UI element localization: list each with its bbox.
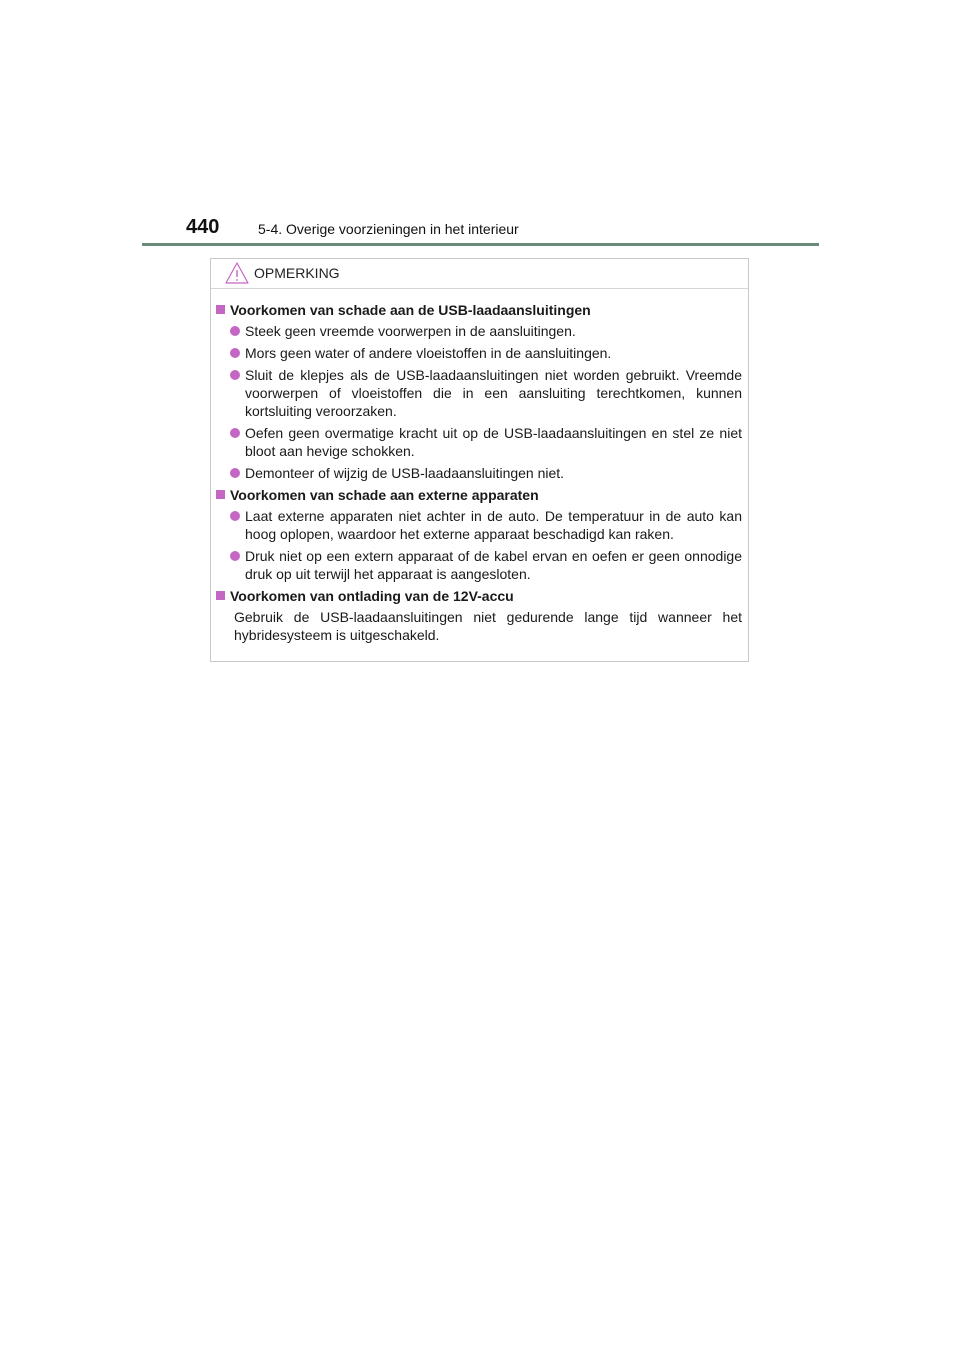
section-paragraph: Gebruik de USB-laadaansluitingen niet gedurende lange tijd wanneer het hybridesysteem is uitgeschakeld. — [234, 609, 742, 643]
square-bullet-icon — [216, 490, 225, 499]
list-item — [230, 507, 742, 543]
square-bullet-icon — [216, 591, 225, 600]
square-bullet-icon — [216, 305, 225, 314]
notice-body — [211, 289, 748, 644]
page-number: 440 — [186, 216, 220, 238]
dot-bullet-icon — [230, 468, 240, 478]
warning-triangle-icon — [224, 261, 250, 285]
notice-header — [211, 259, 748, 289]
list-item-text: Laat externe apparaten niet achter in de auto. De temperatuur in de auto kan hoog oplopen, waardoor het externe apparaat beschadigd kan raken. — [245, 508, 742, 542]
section-heading — [216, 486, 742, 504]
dot-bullet-icon — [230, 551, 240, 561]
section-title: 5-4. Overige voorzieningen in het interieur — [258, 221, 519, 237]
list-item — [230, 344, 742, 362]
section-heading-text: Voorkomen van ontlading van de 12V-accu — [230, 588, 514, 604]
section-heading — [216, 301, 742, 319]
dot-bullet-icon — [230, 326, 240, 336]
header-rule — [142, 243, 819, 246]
dot-bullet-icon — [230, 370, 240, 380]
dot-bullet-icon — [230, 511, 240, 521]
list-item — [230, 322, 742, 340]
section-heading-text: Voorkomen van schade aan externe apparaten — [230, 487, 539, 503]
list-item-text: Steek geen vreemde voorwerpen in de aansluitingen. — [245, 323, 576, 339]
list-item-text: Sluit de klepjes als de USB-laadaansluitingen niet worden gebruikt. Vreemde voorwerpen of vloeistoffen die in een aansluiting terechtkomen, kunnen kortsluiting veroorzaken. — [245, 367, 742, 419]
notice-box — [210, 258, 749, 662]
list-item-text: Oefen geen overmatige kracht uit op de USB-laadaansluitingen en stel ze niet bloot aan hevige schokken. — [245, 425, 742, 459]
list-item-text: Demonteer of wijzig de USB-laadaansluitingen niet. — [245, 465, 565, 481]
dot-bullet-icon — [230, 348, 240, 358]
list-item — [230, 464, 742, 482]
section-heading-text: Voorkomen van schade aan de USB-laadaansluitingen — [230, 302, 591, 318]
section-heading — [216, 587, 742, 605]
list-item-text: Mors geen water of andere vloeistoffen in de aansluitingen. — [245, 345, 612, 361]
notice-title: OPMERKING — [254, 265, 340, 281]
list-item — [230, 424, 742, 460]
dot-bullet-icon — [230, 428, 240, 438]
list-item — [230, 547, 742, 583]
list-item-text: Druk niet op een extern apparaat of de kabel ervan en oefen er geen onnodige druk op uit terwijl het apparaat is aangesloten. — [245, 548, 742, 582]
list-item — [230, 366, 742, 420]
